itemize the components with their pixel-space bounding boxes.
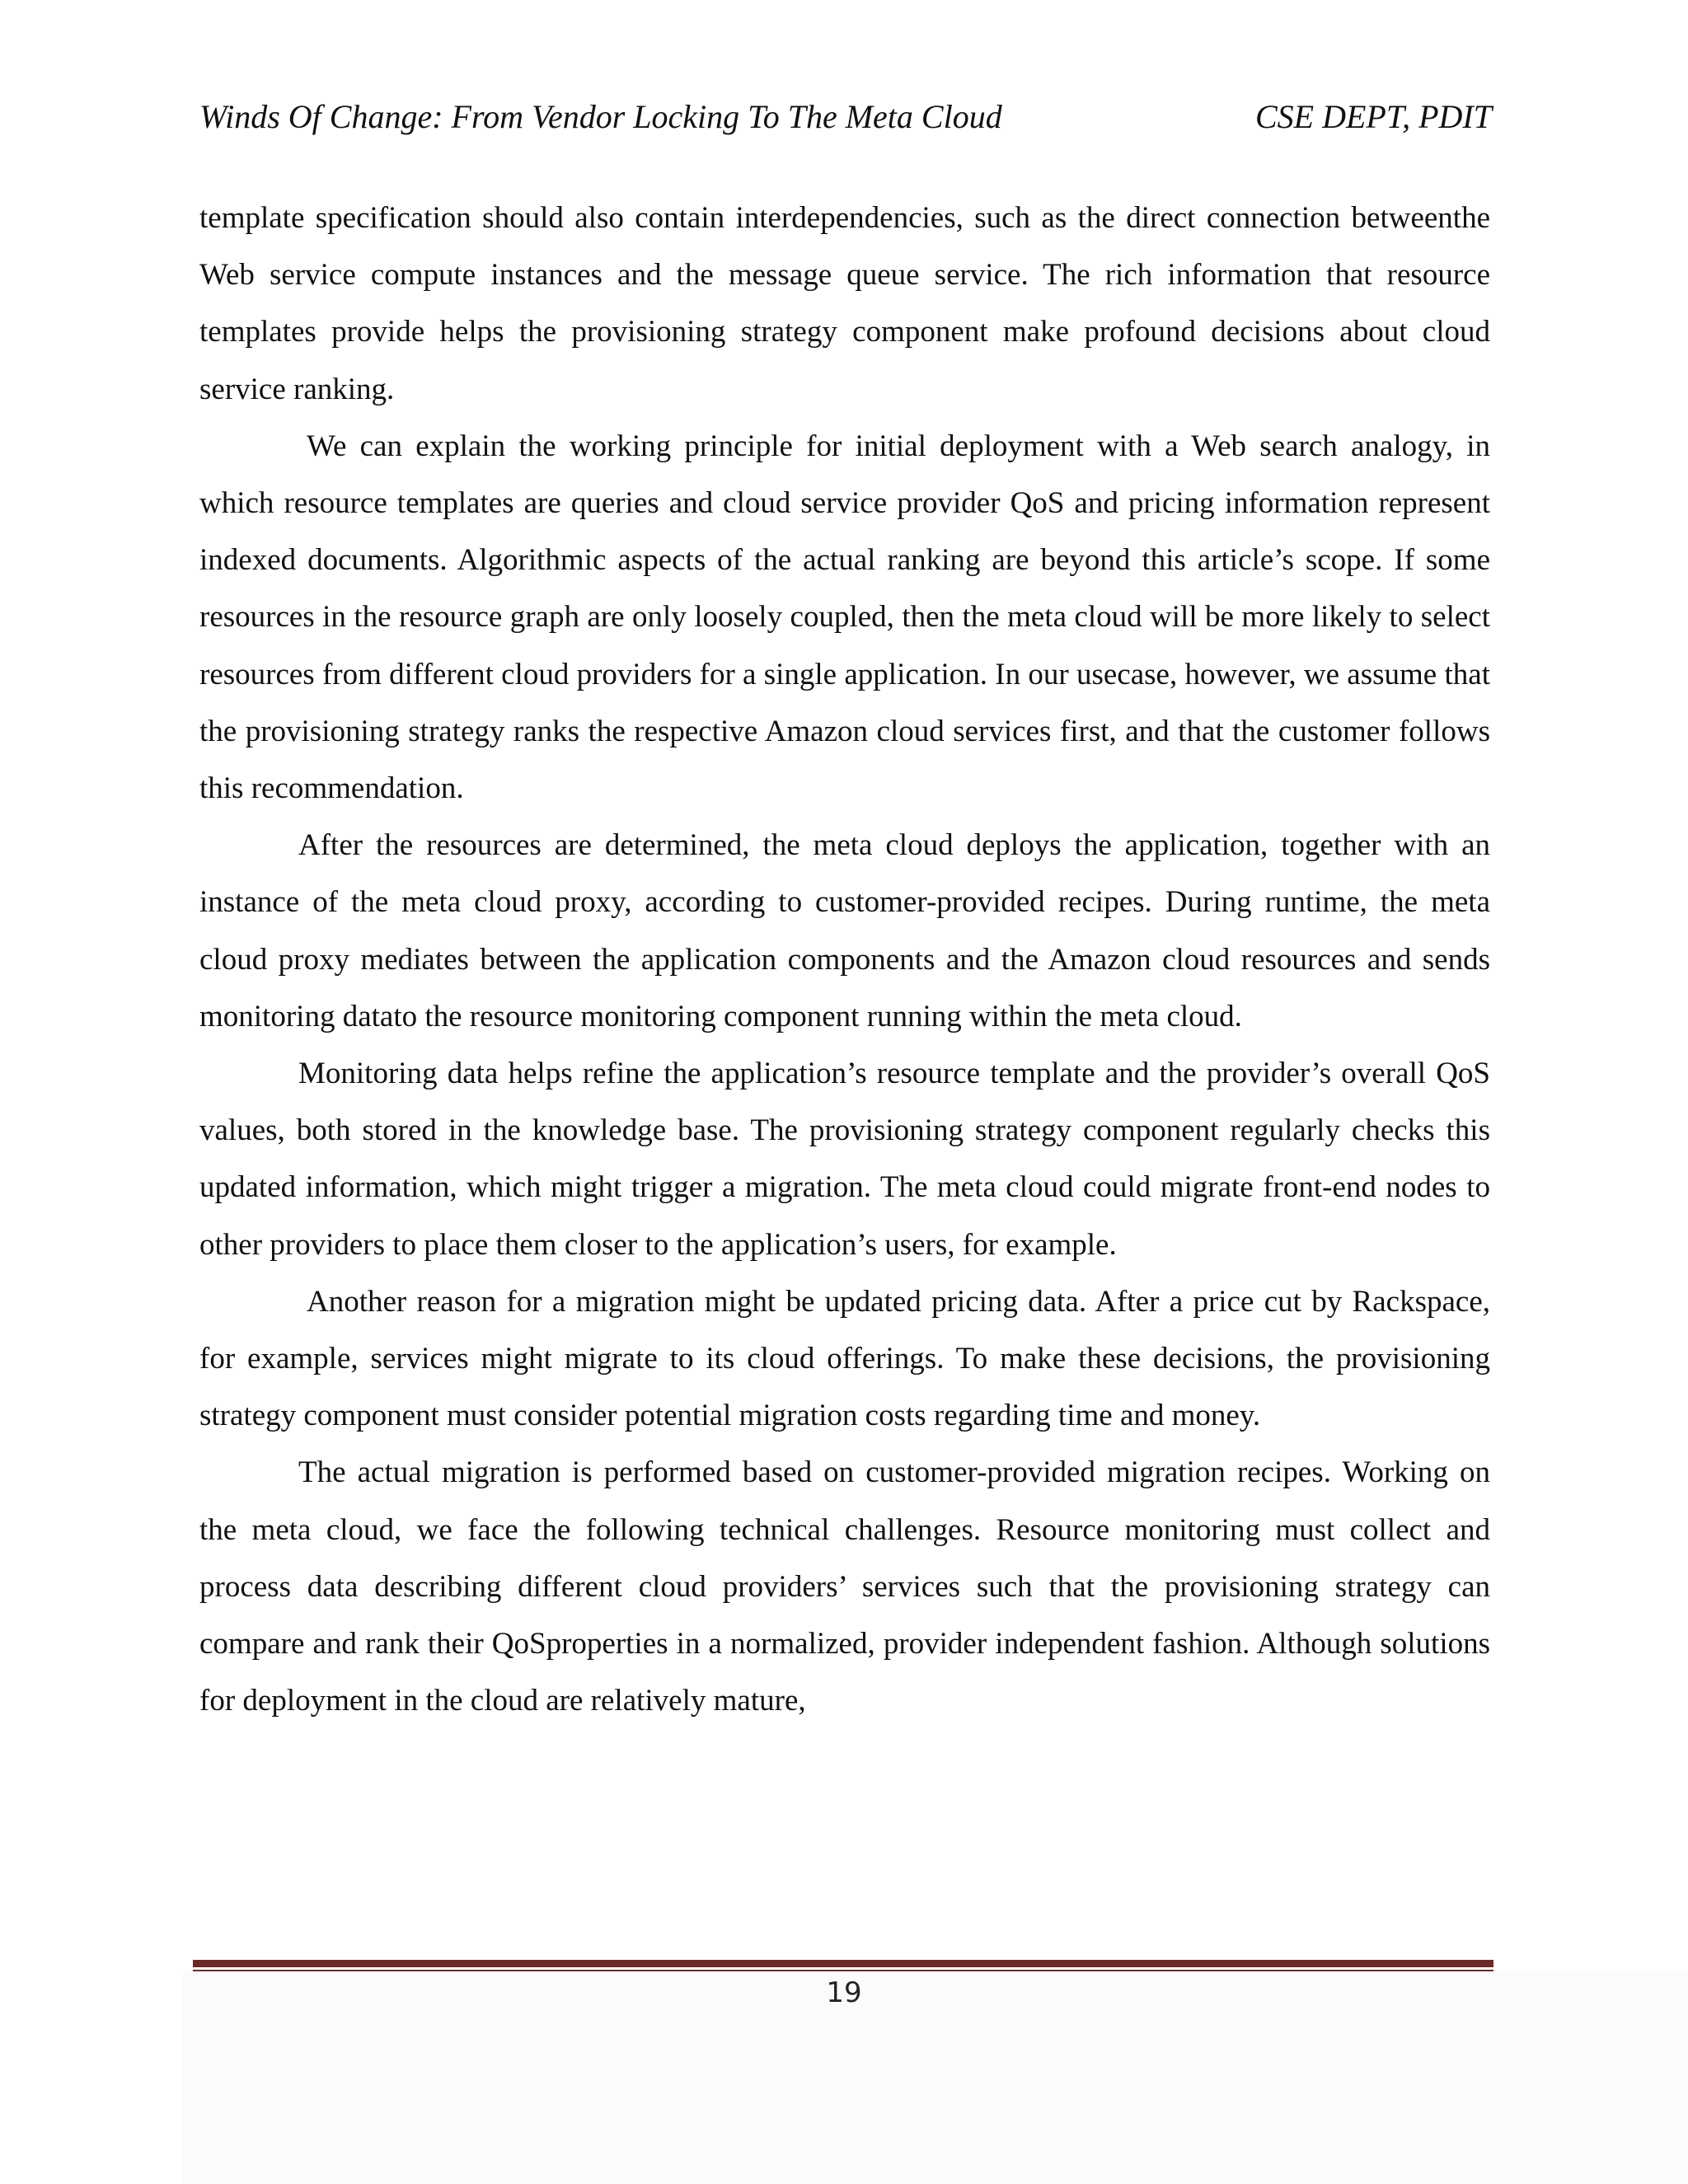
paragraph-pricing-migration: Another reason for a migration might be updated pricing data. After a price cut by Rackspace, for example, services might migrate to its cloud offerings. To make these decisions, the provisioning strategy component must consider potential migration costs regarding time and money. bbox=[199, 1284, 1490, 1433]
header-department: CSE DEPT, PDIT bbox=[1254, 98, 1492, 135]
paragraph-migration-challenges: The actual migration is performed based on customer-provided migration recipes. Working on the meta cloud, we face the following technical challenges. Resource monitoring must collect and process data describing different cloud providers’ services such that the provisioning strategy can compare and rank their QoSproperties in a normalized, provider independent fashion. Although solutions for deployment in the cloud are relatively mature, bbox=[199, 1455, 1490, 1718]
paragraph-continuation: template specification should also contain interdependencies, such as the direct connection betweenthe Web service compute instances and the message queue service. The rich information that resource templates provide helps the provisioning strategy component make profound decisions about cloud service ranking. bbox=[199, 201, 1490, 406]
page-number: 19 bbox=[826, 1976, 862, 2009]
paragraph-web-search-analogy: We can explain the working principle for initial deployment with a Web search analogy, in which resource templates are queries and cloud service provider QoS and pricing information represent indexed documents. Algorithmic aspects of the actual ranking are beyond this article’s scope. If some resources in the resource graph are only loosely coupled, then the meta cloud will be more likely to select resources from different cloud providers for a single application. In our usecase, however, we assume that the provisioning strategy ranks the respective Amazon cloud services first, and that the customer follows this recommendation. bbox=[199, 429, 1490, 806]
paragraph-monitoring: Monitoring data helps refine the application’s resource template and the provider’s overall QoS values, both stored in the knowledge base. The provisioning strategy component regularly checks this updated information, which might trigger a migration. The meta cloud could migrate front-end nodes to other providers to place them closer to the application’s users, for example. bbox=[199, 1057, 1490, 1262]
header-title: Winds Of Change: From Vendor Locking To The Meta Cloud bbox=[199, 98, 1002, 135]
running-header bbox=[199, 97, 1492, 137]
body-text bbox=[199, 190, 1490, 1729]
footer-rule bbox=[193, 1960, 1493, 1971]
paragraph-deployment: After the resources are determined, the meta cloud deploys the application, together with an instance of the meta cloud proxy, according to customer-provided recipes. During runtime, the meta cloud proxy mediates between the application components and the Amazon cloud resources and sends monitoring datato the resource monitoring component running within the meta cloud. bbox=[199, 828, 1490, 1033]
